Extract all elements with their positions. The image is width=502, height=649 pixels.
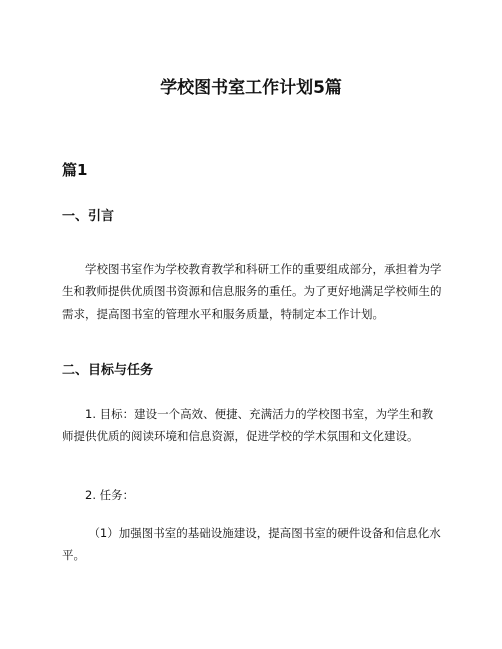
section-heading-intro: 一、引言 <box>62 209 115 224</box>
task-item-1: （1）加强图书室的基础设施建设，提高图书室的硬件设备和信息化水平。 <box>62 526 441 563</box>
section-heading-goals: 二、目标与任务 <box>62 363 154 378</box>
task-label: 2. 任务： <box>85 488 135 502</box>
document-title: 学校图书室工作计划5篇 <box>160 78 342 98</box>
intro-paragraph: 学校图书室作为学校教育教学和科研工作的重要组成部分，承担着为学生和教师提供优质图书资源和信息服务的重任。为了更好地满足学校师生的需求，提高图书室的管理水平和服务质量，特制定本工作计划。 <box>62 262 442 321</box>
part-heading: 篇1 <box>62 161 88 179</box>
goal-paragraph: 1. 目标：建设一个高效、便捷、充满活力的学校图书室，为学生和教师提供优质的阅读环境和信息资源，促进学校的学术氛围和文化建设。 <box>62 407 434 444</box>
